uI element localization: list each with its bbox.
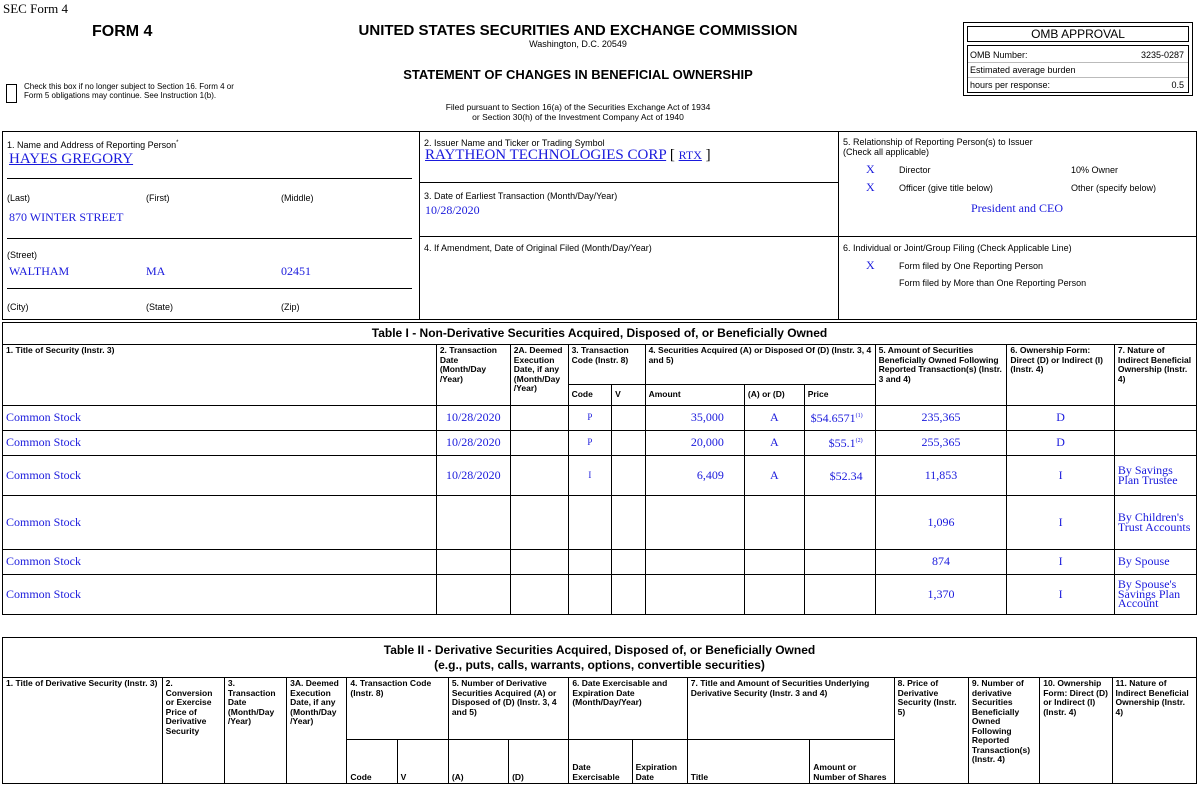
t1-cell-form: D xyxy=(1007,431,1114,456)
t1-cell-amount xyxy=(645,550,744,575)
agency-title: UNITED STATES SECURITIES AND EXCHANGE COMMISSION xyxy=(358,22,798,39)
t2-sub-a: (A) xyxy=(448,740,508,784)
t1-cell-date xyxy=(436,496,510,550)
t1-sub-amount: Amount xyxy=(645,385,744,406)
t1-cell-v xyxy=(612,496,645,550)
t1-cell-title: Common Stock xyxy=(3,550,437,575)
officer-title: President and CEO xyxy=(971,201,1063,215)
t1-cell-owned: 1,096 xyxy=(875,496,1007,550)
omb-title: OMB APPROVAL xyxy=(967,26,1189,42)
t1-cell-form: I xyxy=(1007,456,1114,496)
t2-sub-v: V xyxy=(397,740,448,784)
t1-cell-nature: By Savings Plan Trustee xyxy=(1114,456,1196,496)
t1-cell-deemed xyxy=(510,431,568,456)
t2-col-date: 3. Transaction Date (Month/Day /Year) xyxy=(224,678,286,784)
t1-cell-deemed xyxy=(510,456,568,496)
t1-sub-code: Code xyxy=(568,385,612,406)
t1-cell-form: I xyxy=(1007,550,1114,575)
t1-cell-deemed xyxy=(510,496,568,550)
state-label: (State) xyxy=(146,302,174,312)
omb-number-value: 3235-0287 xyxy=(1140,50,1184,60)
table1-title: Table I - Non-Derivative Securities Acquired, Disposed of, or Beneficially Owned xyxy=(3,323,1197,345)
t1-cell-deemed xyxy=(510,575,568,615)
box2-label: 2. Issuer Name and Ticker or Trading Symbol xyxy=(424,138,605,148)
t1-cell-form: I xyxy=(1007,575,1114,615)
t1-cell-aord: A xyxy=(744,456,804,496)
t2-col-form: 10. Ownership Form: Direct (D) or Indirect (I) (Instr. 4) xyxy=(1040,678,1112,784)
t1-sub-price: Price xyxy=(804,385,875,406)
table1-row xyxy=(3,431,1197,456)
t1-col-form: 6. Ownership Form: Direct (D) or Indirect (I) (Instr. 4) xyxy=(1007,345,1114,406)
one-person-mark: X xyxy=(866,258,875,272)
t2-sub-amount: Amount or Number of Shares xyxy=(810,740,894,784)
t1-cell-title: Common Stock xyxy=(3,496,437,550)
last-label: (Last) xyxy=(7,193,31,203)
filed-pursuant: Filed pursuant to Section 16(a) of the Securities Exchange Act of 1934 or Section 30(h) of the Investment Company Act of 1940 xyxy=(445,102,711,122)
box3-label: 3. Date of Earliest Transaction (Month/Day/Year) xyxy=(424,191,618,201)
t1-col-acquired: 4. Securities Acquired (A) or Disposed Of (D) (Instr. 3, 4 and 5) xyxy=(645,345,875,385)
city-value: WALTHAM xyxy=(9,264,70,278)
t1-col-date: 2. Transaction Date (Month/Day /Year) xyxy=(436,345,510,406)
box5-label: 5. Relationship of Reporting Person(s) to Issuer xyxy=(843,137,1033,147)
t1-cell-title: Common Stock xyxy=(3,456,437,496)
t2-col-underlying: 7. Title and Amount of Securities Underlying Derivative Security (Instr. 3 and 4) xyxy=(687,678,894,740)
one-person-label: Form filed by One Reporting Person xyxy=(899,261,1044,271)
t1-cell-owned: 235,365 xyxy=(875,406,1007,431)
t1-cell-title: Common Stock xyxy=(3,406,437,431)
t2-col-number: 5. Number of Derivative Securities Acquired (A) or Disposed of (D) (Instr. 3, 4 and 5) xyxy=(448,678,569,740)
t1-cell-aord xyxy=(744,496,804,550)
table-1-non-derivative xyxy=(2,322,1197,615)
t1-cell-date: 10/28/2020 xyxy=(436,406,510,431)
t1-cell-title: Common Stock xyxy=(3,431,437,456)
ticker-link[interactable]: RTX xyxy=(678,148,702,162)
sec-form-label: SEC Form 4 xyxy=(3,1,69,16)
box4-label: 4. If Amendment, Date of Original Filed (Month/Day/Year) xyxy=(424,243,652,253)
t1-cell-owned: 1,370 xyxy=(875,575,1007,615)
t1-cell-nature: By Spouse xyxy=(1114,550,1196,575)
table2-title: Table II - Derivative Securities Acquired, Disposed of, or Beneficially Owned (e.g., puts, calls, warrants, options, convertible securities) xyxy=(3,638,1197,678)
t1-cell-nature: By Spouse's Savings Plan Account xyxy=(1114,575,1196,615)
omb-hours-label: hours per response: xyxy=(970,80,1051,90)
t1-cell-price: $52.34 xyxy=(804,456,875,496)
omb-hours-value: 0.5 xyxy=(1171,80,1184,90)
footnote-ref: (2) xyxy=(855,438,863,445)
omb-number-label: OMB Number: xyxy=(970,50,1028,60)
t1-cell-amount: 6,409 xyxy=(645,456,744,496)
t1-cell-date: 10/28/2020 xyxy=(436,431,510,456)
t2-sub-date-exercisable: Date Exercisable xyxy=(569,740,632,784)
t2-col-price: 8. Price of Derivative Security (Instr. 5) xyxy=(894,678,968,784)
table1-row xyxy=(3,575,1197,615)
issuer-link[interactable]: RAYTHEON TECHNOLOGIES CORP xyxy=(425,147,667,163)
table1-row xyxy=(3,496,1197,550)
t1-cell-aord: A xyxy=(744,406,804,431)
director-mark: X xyxy=(866,162,875,176)
no-longer-subject-checkbox[interactable] xyxy=(6,84,17,103)
t1-cell-deemed xyxy=(510,406,568,431)
t1-cell-date xyxy=(436,575,510,615)
t2-sub-d: (D) xyxy=(509,740,569,784)
t1-cell-v xyxy=(612,456,645,496)
other-label: Other (specify below) xyxy=(1071,183,1157,193)
t1-sub-aord: (A) or (D) xyxy=(744,385,804,406)
box1-label: 1. Name and Address of Reporting Person* xyxy=(7,140,179,150)
first-label: (First) xyxy=(146,193,170,203)
t1-cell-owned: 874 xyxy=(875,550,1007,575)
t1-cell-form: D xyxy=(1007,406,1114,431)
box5-sublabel: (Check all applicable) xyxy=(843,147,930,157)
t1-cell-price xyxy=(804,496,875,550)
t2-sub-expiration: Expiration Date xyxy=(632,740,687,784)
t1-cell-v xyxy=(612,550,645,575)
omb-details xyxy=(967,45,1189,93)
t1-cell-owned: 255,365 xyxy=(875,431,1007,456)
omb-burden-label: Estimated average burden xyxy=(970,65,1076,75)
t1-cell-title: Common Stock xyxy=(3,575,437,615)
t1-cell-amount: 20,000 xyxy=(645,431,744,456)
multiple-persons-label: Form filed by More than One Reporting Person xyxy=(899,278,1087,288)
director-label: Director xyxy=(899,165,931,175)
t2-col-code: 4. Transaction Code (Instr. 8) xyxy=(347,678,448,740)
officer-label: Officer (give title below) xyxy=(899,183,993,193)
t1-cell-aord xyxy=(744,575,804,615)
t1-cell-deemed xyxy=(510,550,568,575)
t1-cell-aord: A xyxy=(744,431,804,456)
agency-location: Washington, D.C. 20549 xyxy=(529,39,627,49)
table-2-derivative xyxy=(2,637,1197,784)
t2-col-title: 1. Title of Derivative Security (Instr. 3) xyxy=(3,678,163,784)
officer-mark: X xyxy=(866,180,875,194)
street-value: 870 WINTER STREET xyxy=(9,210,124,224)
statement-title: STATEMENT OF CHANGES IN BENEFICIAL OWNERSHIP xyxy=(403,67,753,82)
city-label: (City) xyxy=(7,302,29,312)
t1-col-owned: 5. Amount of Securities Beneficially Owned Following Reported Transaction(s) (Instr. 3 and 4) xyxy=(875,345,1007,406)
t1-cell-nature xyxy=(1114,406,1196,431)
t1-cell-code xyxy=(568,550,612,575)
t1-cell-code xyxy=(568,575,612,615)
t2-col-owned: 9. Number of derivative Securities Beneficially Owned Following Reported Transaction(s) (Instr. 4) xyxy=(968,678,1039,784)
t1-cell-code: P xyxy=(568,406,612,431)
t2-sub-code: Code xyxy=(347,740,397,784)
ten-percent-owner-label: 10% Owner xyxy=(1071,165,1119,175)
t1-cell-v xyxy=(612,431,645,456)
table1-row xyxy=(3,406,1197,431)
t2-col-exercisable: 6. Date Exercisable and Expiration Date (Month/Day/Year) xyxy=(569,678,687,740)
table1-row xyxy=(3,550,1197,575)
t1-cell-amount: 35,000 xyxy=(645,406,744,431)
t1-cell-price: $55.1$^{(2)}$ xyxy=(804,431,875,456)
t1-sub-v: V xyxy=(612,385,645,406)
t1-cell-form: I xyxy=(1007,496,1114,550)
t1-cell-amount xyxy=(645,575,744,615)
box6-label: 6. Individual or Joint/Group Filing (Check Applicable Line) xyxy=(843,243,1072,253)
t2-col-nature: 11. Nature of Indirect Beneficial Ownership (Instr. 4) xyxy=(1112,678,1196,784)
t1-cell-code: I xyxy=(568,456,612,496)
t1-cell-date xyxy=(436,550,510,575)
t1-cell-date: 10/28/2020 xyxy=(436,456,510,496)
street-label: (Street) xyxy=(7,250,38,260)
t1-col-nature: 7. Nature of Indirect Beneficial Ownership (Instr. 4) xyxy=(1114,345,1196,406)
t1-col-title: 1. Title of Security (Instr. 3) xyxy=(3,345,437,406)
reporting-person-link[interactable]: HAYES GREGORY xyxy=(9,151,134,167)
footnote-ref: (1) xyxy=(855,413,863,420)
earliest-transaction-date: 10/28/2020 xyxy=(425,203,480,217)
t1-cell-price xyxy=(804,550,875,575)
t1-cell-owned: 11,853 xyxy=(875,456,1007,496)
t1-cell-aord xyxy=(744,550,804,575)
t1-cell-amount xyxy=(645,496,744,550)
state-value: MA xyxy=(146,264,166,278)
middle-label: (Middle) xyxy=(281,193,314,203)
t1-cell-code xyxy=(568,496,612,550)
t2-col-conversion: 2. Conversion or Exercise Price of Derivative Security xyxy=(162,678,224,784)
omb-approval-box xyxy=(963,22,1193,96)
t1-col-deemed: 2A. Deemed Execution Date, if any (Month/Day /Year) xyxy=(510,345,568,406)
zip-label: (Zip) xyxy=(281,302,300,312)
t1-cell-v xyxy=(612,406,645,431)
t2-sub-title: Title xyxy=(687,740,810,784)
t1-col-code: 3. Transaction Code (Instr. 8) xyxy=(568,345,645,385)
checkbox-instructions: Check this box if no longer subject to Section 16. Form 4 or Form 5 obligations may continue. See Instruction 1(b). xyxy=(24,82,234,100)
t1-cell-price: $54.6571$^{(1)}$ xyxy=(804,406,875,431)
t1-cell-v xyxy=(612,575,645,615)
form-title: FORM 4 xyxy=(92,23,153,40)
table1-row xyxy=(3,456,1197,496)
t1-cell-nature xyxy=(1114,431,1196,456)
t1-cell-code: P xyxy=(568,431,612,456)
t1-cell-price xyxy=(804,575,875,615)
zip-value: 02451 xyxy=(281,264,311,278)
issuer-line: RAYTHEON TECHNOLOGIES CORP [ RTX ] xyxy=(425,147,711,163)
t1-cell-nature: By Children's Trust Accounts xyxy=(1114,496,1196,550)
t2-col-deemed: 3A. Deemed Execution Date, if any (Month/Day /Year) xyxy=(287,678,347,784)
